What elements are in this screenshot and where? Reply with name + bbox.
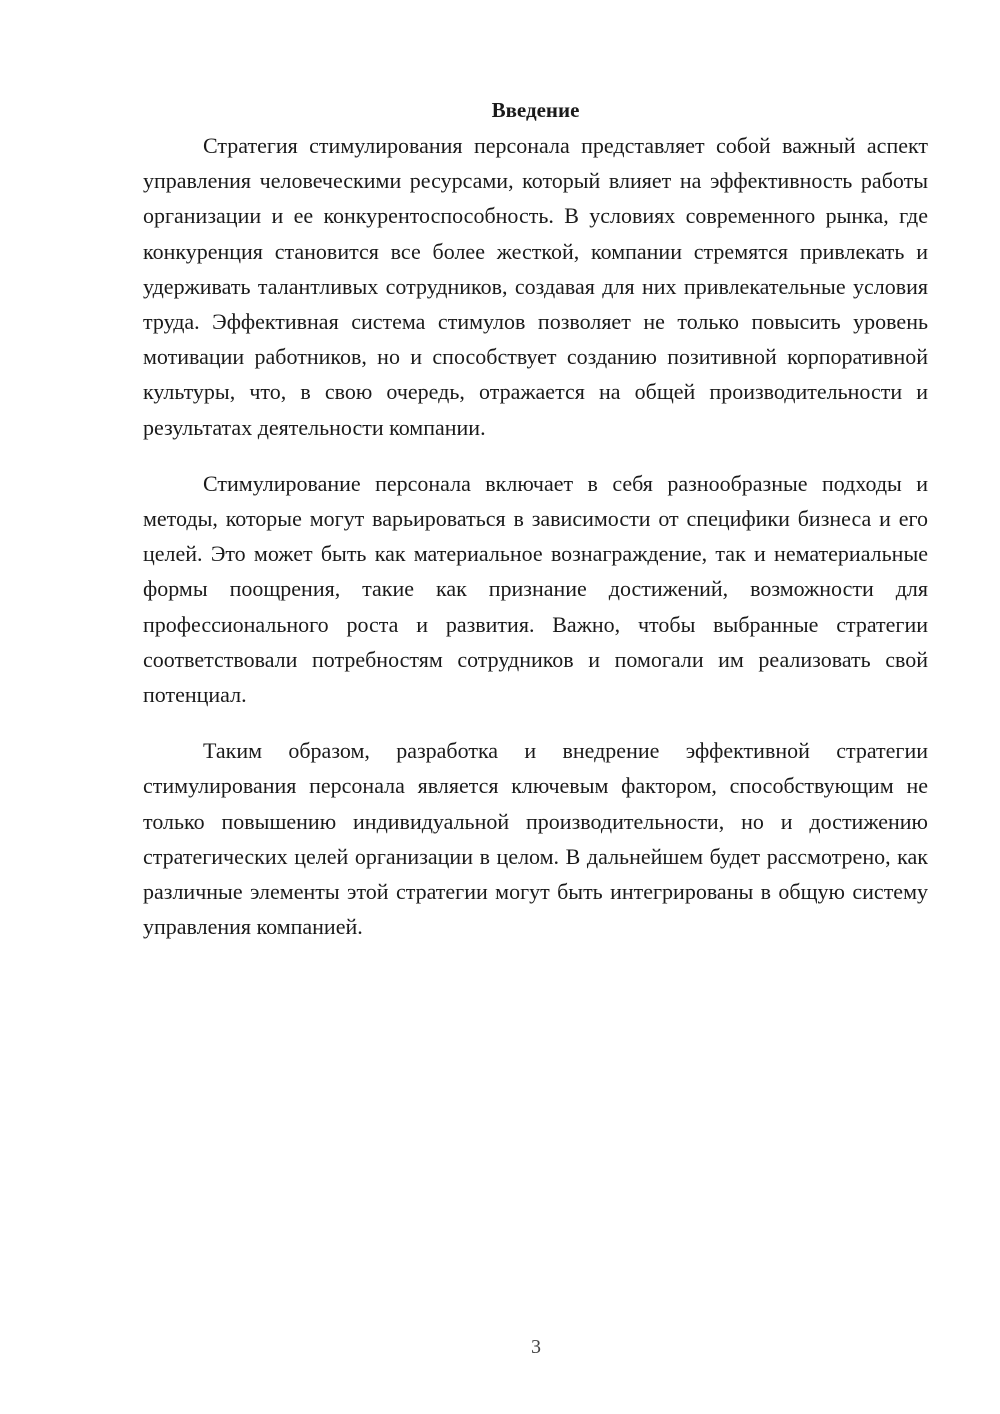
section-heading: Введение	[491, 98, 580, 122]
page-content	[143, 92, 928, 944]
paragraph-2: Стимулирование персонала включает в себя разнообразные подходы и методы, которые могут варьироваться в зависимости от специфики бизнеса и его целей. Это может быть как материальное вознаграждение, так и нематериальные формы поощрения, такие как признание достижений, возможности для профессионального роста и развития. Важно, чтобы выбранные стратегии соответствовали потребностям сотрудников и помогали им реализовать свой потенциал.	[143, 470, 928, 708]
paragraph-1: Стратегия стимулирования персонала представляет собой важный аспект управления человеческими ресурсами, который влияет на эффективность работы организации и ее конкурентоспособность. В условиях современного рынка, где конкуренция становится все более жесткой, компании стремятся привлекать и удерживать талантливых сотрудников, создавая для них привлекательные условия труда. Эффективная система стимулов позволяет не только повысить уровень мотивации работников, но и способствует созданию позитивной корпоративной культуры, что, в свою очередь, отражается на общей производительности и результатах деятельности компании.	[143, 133, 928, 440]
page-number: 3	[531, 1336, 541, 1358]
paragraph-3: Таким образом, разработка и внедрение эффективной стратегии стимулирования персонала является ключевым фактором, способствующим не только повышению индивидуальной производительности, но и достижению стратегических целей организации в целом. В дальнейшем будет рассмотрено, как различные элементы этой стратегии могут быть интегрированы в общую систему управления компанией.	[143, 738, 928, 940]
